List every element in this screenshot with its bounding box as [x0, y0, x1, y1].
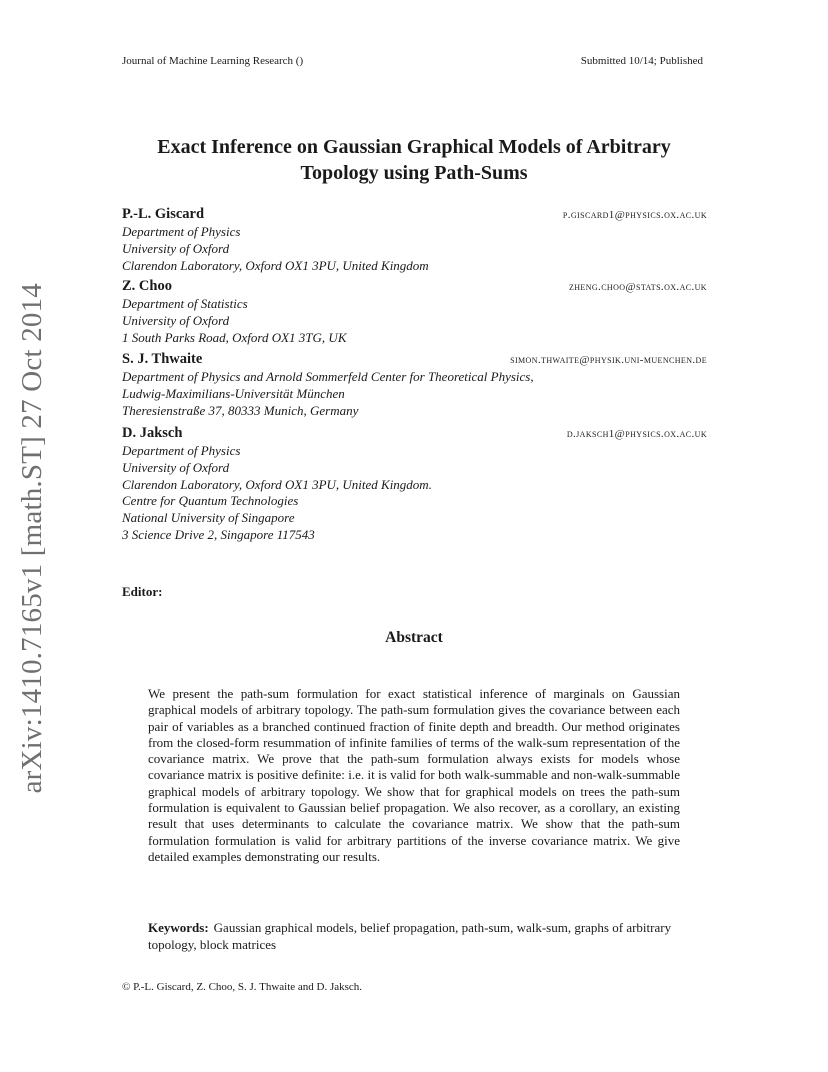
- affiliation-line: University of Oxford: [122, 459, 230, 475]
- editor-label: Editor:: [122, 584, 163, 599]
- author-affiliation: [122, 296, 707, 346]
- keywords-text: Gaussian graphical models, belief propagation, path-sum, walk-sum, graphs of arbitrary topology, block matrices: [148, 920, 672, 952]
- author-affiliation: [122, 224, 707, 274]
- abstract-text: We present the path-sum formulation for exact statistical inference of marginals on Gaussian graphical models of arbitrary topology. The path-sum formulation gives the covariance between each pair of variables as a branched continued fraction of finite depth and breadth. Our method originates from the closed-form resummation of infinite families of terms of the walk-sum representation of the covariance matrix. We prove that the path-sum formulation always exists for models whose covariance matrix is positive definite: i.e. it is valid for both walk-summable and non-walk-summable graphical models of arbitrary topology. We show that for graphical models on trees the path-sum formulation is equivalent to Gaussian belief propagation. We also recover, as a corollary, an existing result that uses determinants to calculate the covariance matrix. We show that the path-sum formulation formulation is valid for arbitrary partitions of the inverse covariance matrix. We give detailed examples demonstrating our results.: [148, 686, 680, 864]
- title-line: Exact Inference on Gaussian Graphical Models of Arbitrary: [157, 136, 671, 158]
- paper-title: [100, 134, 728, 186]
- author-email[interactable]: p.giscard1@physics.ox.ac.uk: [562, 209, 707, 221]
- running-header-submitted: Submitted 10/14; Published: [580, 55, 703, 67]
- author-email[interactable]: d.jaksch1@physics.ox.ac.uk: [566, 428, 707, 440]
- title-line: Topology using Path-Sums: [300, 162, 528, 184]
- author-email[interactable]: simon.thwaite@physik.uni-muenchen.de: [510, 354, 707, 366]
- author-block: [122, 206, 707, 274]
- author-affiliation: [122, 443, 707, 544]
- affiliation-line: Theresienstraße 37, 80333 Munich, Germany: [122, 402, 359, 418]
- author-affiliation: [122, 369, 707, 419]
- keywords-label: Keywords:: [148, 920, 209, 935]
- affiliation-line: Clarendon Laboratory, Oxford OX1 3PU, United Kingdom.: [122, 476, 432, 492]
- affiliation-line: University of Oxford: [122, 312, 230, 328]
- affiliation-line: National University of Singapore: [122, 510, 295, 526]
- author-name: D. Jaksch: [122, 425, 183, 441]
- affiliation-line: Department of Physics: [122, 443, 241, 458]
- author-name: S. J. Thwaite: [122, 351, 203, 367]
- running-header-journal: Journal of Machine Learning Research (): [122, 55, 304, 67]
- copyright-notice: © P.-L. Giscard, Z. Choo, S. J. Thwaite and D. Jaksch.: [122, 981, 363, 993]
- author-name: P.-L. Giscard: [122, 206, 205, 222]
- keywords: [148, 920, 680, 953]
- affiliation-line: Department of Physics and Arnold Sommerfeld Center for Theoretical Physics,: [122, 369, 534, 384]
- affiliation-line: University of Oxford: [122, 240, 230, 256]
- affiliation-line: 1 South Parks Road, Oxford OX1 3TG, UK: [122, 329, 347, 345]
- affiliation-line: Ludwig-Maximilians-Universität München: [122, 385, 345, 401]
- affiliation-line: Department of Statistics: [122, 296, 248, 311]
- affiliation-line: Centre for Quantum Technologies: [122, 493, 299, 509]
- author-block: [122, 351, 707, 419]
- abstract-heading: Abstract: [385, 629, 443, 646]
- affiliation-line: Department of Physics: [122, 224, 241, 239]
- author-block: [122, 425, 707, 544]
- author-email[interactable]: zheng.choo@stats.ox.ac.uk: [568, 281, 707, 293]
- author-block: [122, 278, 707, 346]
- affiliation-line: Clarendon Laboratory, Oxford OX1 3PU, United Kingdom: [122, 257, 429, 273]
- author-name: Z. Choo: [122, 278, 172, 294]
- arxiv-stamp-text: arXiv:1410.7165v1 [math.ST] 27 Oct 2014: [16, 283, 48, 794]
- affiliation-line: 3 Science Drive 2, Singapore 117543: [122, 526, 315, 542]
- arxiv-stamp: [16, 283, 60, 794]
